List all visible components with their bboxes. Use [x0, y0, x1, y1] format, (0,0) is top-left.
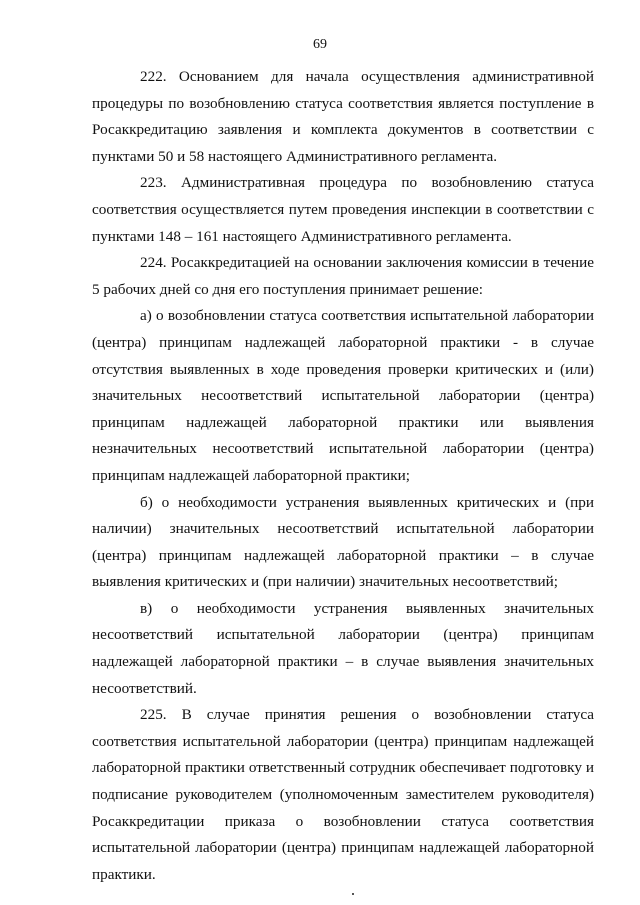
scan-speck: [352, 893, 354, 895]
page-number: 69: [313, 37, 327, 52]
paragraph-225: 225. В случае принятия решения о возобновлении статуса соответствия испытательной лаборатории (центра) принципам надлежащей лабораторной практики ответственный сотрудник обеспечивает подготовку и подписание руководителем (уполномоченным заместителем руководителя) Росаккредитации приказа о возобновлении статуса соответствия испытательной лаборатории (центра) принципам надлежащей лабораторной практики.: [92, 706, 594, 883]
paragraph-222: 222. Основанием для начала осуществления административной процедуры по возобновлению статуса соответствия является поступление в Росаккредитацию заявления и комплекта документов в соответствии с пунктами 50 и 58 настоящего Административного регламента.: [92, 68, 594, 165]
document-body: [92, 64, 594, 888]
paragraph-223: 223. Административная процедура по возобновлению статуса соответствия осуществляется путем проведения инспекции в соответствии с пунктами 148 – 161 настоящего Административного регламента.: [92, 174, 594, 245]
paragraph-224-c: в) о необходимости устранения выявленных значительных несоответствий испытательной лаборатории (центра) принципам надлежащей лабораторной практики – в случае выявления значительных несоответствий.: [92, 599, 594, 697]
paragraph-224-a: а) о возобновлении статуса соответствия испытательной лаборатории (центра) принципам надлежащей лабораторной практики - в случае отсутствия выявленных в ходе проведения проверки критических и (или) значительных несоответствий испытательной лаборатории (центра) принципам надлежащей лабораторной практики или выявления незначительных несоответствий испытательной лаборатории (центра) принципам надлежащей лабораторной практики;: [92, 307, 594, 484]
paragraph-224: 224. Росаккредитацией на основании заключения комиссии в течение 5 рабочих дней со дня его поступления принимает решение:: [92, 254, 594, 298]
paragraph-224-b: б) о необходимости устранения выявленных критических и (при наличии) значительных несоответствий испытательной лаборатории (центра) принципам надлежащей лабораторной практики – в случае выявления критических и (при наличии) значительных несоответствий;: [92, 493, 594, 591]
